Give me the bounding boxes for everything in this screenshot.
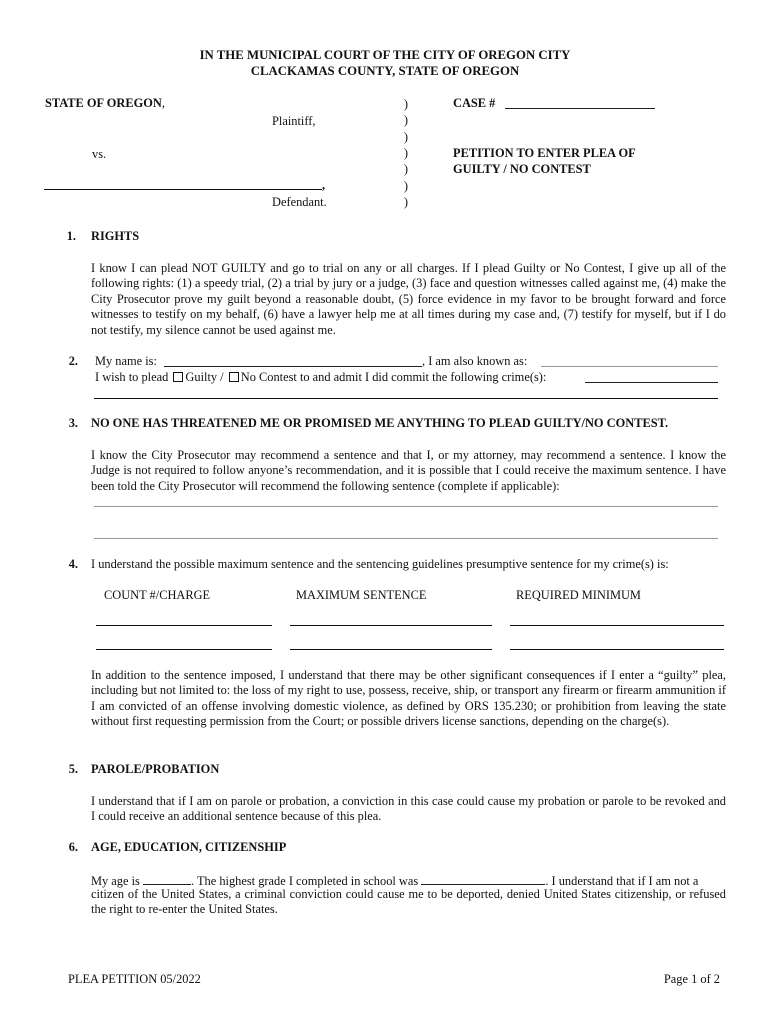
recommended-sentence-field[interactable]: [94, 506, 718, 507]
age-field[interactable]: [143, 872, 191, 885]
caption-paren: ): [403, 162, 409, 176]
recommended-sentence-field[interactable]: [94, 538, 718, 539]
section-4-consequences: In addition to the sentence imposed, I understand that there may be other significant consequences if I enter a “guilty” plea, including but not limited to: the loss of my right to use, possess, receive, ship, or transport any firearm or firearm ammunition if I am convicted of an offense involving domestic violence, as defined by ORS 135.230; or prohibition from leaving the state without first requesting permission from the Court; or possible drivers license sanctions, depending on the charge(s).: [91, 668, 726, 729]
defendant-comma: ,: [322, 178, 326, 192]
section-3-body: I know the City Prosecutor may recommend a sentence and that I, or my attorney, may recommend a sentence. I know the Judge is not required to follow anyone’s recommendation, and it is possible that I could receive the maximum sentence. I have been told the City Prosecutor will recommend the following sentence (complete if applicable):: [91, 448, 726, 493]
page-number: Page 1 of 2: [663, 972, 720, 986]
count-charge-field[interactable]: [96, 625, 272, 626]
court-name-line: IN THE MUNICIPAL COURT OF THE CITY OF OREGON CITY: [199, 48, 571, 62]
guilty-checkbox[interactable]: [173, 372, 183, 382]
crime-field[interactable]: [585, 382, 718, 383]
caption-paren: ): [403, 179, 409, 193]
section-2-number: 2.: [68, 354, 78, 368]
plaintiff-name: STATE OF OREGON,: [45, 96, 165, 110]
section-5-body: I understand that if I am on parole or probation, a conviction in this case could cause my probation or parole to be revoked and I could receive an additional sentence because of this plea.: [91, 794, 726, 824]
section-5-title: PAROLE/PROBATION: [91, 762, 220, 776]
section-4-number: 4.: [68, 557, 78, 571]
form-id-footer: PLEA PETITION 05/2022: [68, 972, 201, 986]
defendant-label: Defendant.: [272, 195, 327, 209]
max-sentence-field[interactable]: [290, 625, 492, 626]
vs-label: vs.: [92, 147, 107, 161]
defendant-name-line[interactable]: [44, 189, 322, 190]
section-3-number: 3.: [68, 416, 78, 430]
count-charge-header: COUNT #/CHARGE: [104, 588, 211, 602]
section-5-number: 5.: [68, 762, 78, 776]
count-charge-field[interactable]: [96, 649, 272, 650]
citizenship-text: citizen of the United States, a criminal conviction could cause me to be deported, denied United States citizenship, or refused the right to re-enter the United States.: [91, 887, 726, 917]
no-contest-label: No Contest to and admit I did commit the following crime(s):: [240, 370, 547, 384]
plea-choice-line: [95, 370, 546, 385]
case-number-label: CASE #: [453, 96, 496, 110]
plead-label: I wish to plead: [95, 370, 169, 384]
section-1-body: I know I can plead NOT GUILTY and go to trial on any or all charges. If I plead Guilty or No Contest, I give up all of the following rights: (1) a speedy trial, (2) a trial by jury or a judge, (3) face and question witnesses called against me, (4) make the City Prosecutor prove my guilt beyond a reasonable doubt, (5) force evidence in my favor to be brought forward and force witnesses to testify on my behalf, (6) have a lawyer help me at all times during my case and, (7) testify for myself, but if I do not testify, my silence cannot be used against me.: [91, 261, 726, 337]
max-sentence-field[interactable]: [290, 649, 492, 650]
caption-paren: ): [403, 195, 409, 209]
section-6-title: AGE, EDUCATION, CITIZENSHIP: [91, 840, 287, 854]
crime-field-continued[interactable]: [94, 398, 718, 399]
name-label: My name is:: [95, 354, 157, 368]
section-4-intro: I understand the possible maximum sentence and the sentencing guidelines presumptive sentence for my crime(s) is:: [91, 557, 669, 571]
caption-paren: ): [403, 113, 409, 127]
required-minimum-header: REQUIRED MINIMUM: [516, 588, 641, 602]
name-field[interactable]: [164, 366, 422, 367]
section-1-number: 1.: [66, 229, 76, 243]
grade-field[interactable]: [421, 872, 545, 885]
age-education-line: My age is . The highest grade I completed in school was . I understand that if I am not a: [91, 874, 699, 888]
county-state-line: CLACKAMAS COUNTY, STATE OF OREGON: [250, 64, 520, 78]
caption-paren: ): [403, 146, 409, 160]
no-contest-checkbox[interactable]: [229, 372, 239, 382]
caption-paren: ): [403, 97, 409, 111]
petition-title-line1: PETITION TO ENTER PLEA OF: [453, 146, 636, 160]
caption-paren: ): [403, 130, 409, 144]
aka-field[interactable]: [541, 366, 718, 367]
case-number-field[interactable]: [505, 108, 655, 109]
required-minimum-field[interactable]: [510, 625, 724, 626]
section-3-title: NO ONE HAS THREATENED ME OR PROMISED ME ANYTHING TO PLEAD GUILTY/NO CONTEST.: [91, 416, 669, 430]
required-minimum-field[interactable]: [510, 649, 724, 650]
section-6-number: 6.: [68, 840, 78, 854]
section-1-title: RIGHTS: [91, 229, 140, 243]
petition-title-line2: GUILTY / NO CONTEST: [453, 162, 591, 176]
aka-label: , I am also known as:: [422, 354, 528, 368]
guilty-label: Guilty /: [185, 370, 224, 384]
plaintiff-label: Plaintiff,: [272, 114, 316, 128]
max-sentence-header: MAXIMUM SENTENCE: [296, 588, 427, 602]
